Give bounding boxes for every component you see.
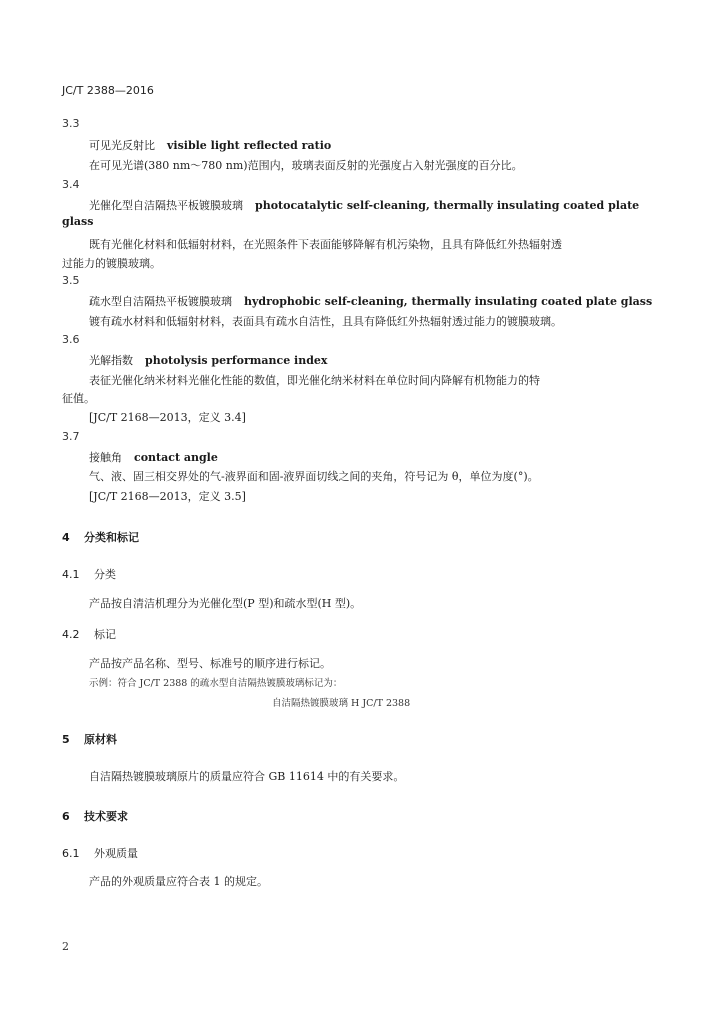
subsection-heading bbox=[62, 845, 138, 861]
paragraph: 自洁隔热镀膜玻璃原片的质量应符合 GB 11614 中的有关要求。 bbox=[89, 770, 405, 783]
term-title bbox=[89, 137, 331, 153]
term-definition-line: 表征光催化纳米材料光催化性能的数值，即光催化纳米材料在单位时间内降解有机物能力的特 bbox=[89, 374, 540, 387]
subsection-title: 外观质量 bbox=[94, 847, 138, 860]
term-english: contact angle bbox=[134, 451, 218, 464]
term-chinese: 光解指数 bbox=[89, 354, 133, 367]
subsection-heading bbox=[62, 566, 116, 582]
example-marking: 自洁隔热镀膜玻璃 H JC/T 2388 bbox=[272, 698, 411, 709]
paragraph: 产品按自清洁机理分为光催化型(P 型)和疏水型(H 型)。 bbox=[89, 597, 362, 610]
section-number: 5 bbox=[62, 733, 70, 746]
term-definition-line: 征值。 bbox=[62, 392, 95, 405]
clause-number: 3.4 bbox=[62, 178, 80, 191]
term-chinese: 光催化型自洁隔热平板镀膜玻璃 bbox=[89, 199, 243, 212]
term-title bbox=[89, 352, 327, 368]
term-definition-line: 过能力的镀膜玻璃。 bbox=[62, 257, 161, 270]
term-definition: 镀有疏水材料和低辐射材料，表面具有疏水自洁性，且具有降低红外热辐射透过能力的镀膜玻璃。 bbox=[89, 315, 562, 328]
term-chinese: 可见光反射比 bbox=[89, 139, 155, 152]
term-chinese: 接触角 bbox=[89, 451, 122, 464]
paragraph: 产品按产品名称、型号、标准号的顺序进行标记。 bbox=[89, 657, 331, 670]
clause-number: 3.3 bbox=[62, 117, 80, 130]
term-definition-line: 既有光催化材料和低辐射材料，在光照条件下表面能够降解有机污染物，且具有降低红外热辐射透 bbox=[89, 238, 562, 251]
term-chinese: 疏水型自洁隔热平板镀膜玻璃 bbox=[89, 295, 232, 308]
term-english-continued: glass bbox=[62, 215, 94, 228]
subsection-number: 4.2 bbox=[62, 628, 80, 641]
term-english: photolysis performance index bbox=[145, 354, 328, 367]
term-title bbox=[89, 293, 652, 309]
page-number: 2 bbox=[62, 940, 69, 953]
term-english: visible light reflected ratio bbox=[167, 139, 332, 152]
section-heading bbox=[62, 808, 128, 824]
subsection-heading bbox=[62, 626, 116, 642]
section-title: 原材料 bbox=[84, 733, 117, 746]
term-reference: [JC/T 2168—2013，定义 3.4] bbox=[89, 411, 246, 424]
subsection-number: 6.1 bbox=[62, 847, 80, 860]
standard-code-header: JC/T 2388—2016 bbox=[62, 84, 154, 97]
subsection-number: 4.1 bbox=[62, 568, 80, 581]
example-label: 示例：符合 JC/T 2388 的疏水型自洁隔热镀膜玻璃标记为： bbox=[89, 678, 343, 689]
clause-number: 3.6 bbox=[62, 333, 80, 346]
clause-number: 3.5 bbox=[62, 274, 80, 287]
term-english: hydrophobic self-cleaning, thermally insulating coated plate glass bbox=[244, 295, 653, 308]
term-definition: 在可见光谱(380 nm～780 nm)范围内，玻璃表面反射的光强度占入射光强度的百分比。 bbox=[89, 159, 523, 172]
term-title bbox=[89, 449, 218, 465]
section-heading bbox=[62, 731, 117, 747]
term-title bbox=[89, 197, 639, 213]
section-title: 技术要求 bbox=[84, 810, 128, 823]
term-definition: 气、液、固三相交界处的气-液界面和固-液界面切线之间的夹角，符号记为 θ，单位为度(°)。 bbox=[89, 470, 539, 483]
section-title: 分类和标记 bbox=[84, 531, 139, 544]
clause-number: 3.7 bbox=[62, 430, 80, 443]
paragraph: 产品的外观质量应符合表 1 的规定。 bbox=[89, 875, 268, 888]
subsection-title: 标记 bbox=[94, 628, 116, 641]
section-number: 6 bbox=[62, 810, 70, 823]
term-reference: [JC/T 2168—2013，定义 3.5] bbox=[89, 490, 246, 503]
section-heading bbox=[62, 529, 139, 545]
subsection-title: 分类 bbox=[94, 568, 116, 581]
section-number: 4 bbox=[62, 531, 70, 544]
term-english: photocatalytic self-cleaning, thermally insulating coated plate bbox=[255, 199, 640, 212]
